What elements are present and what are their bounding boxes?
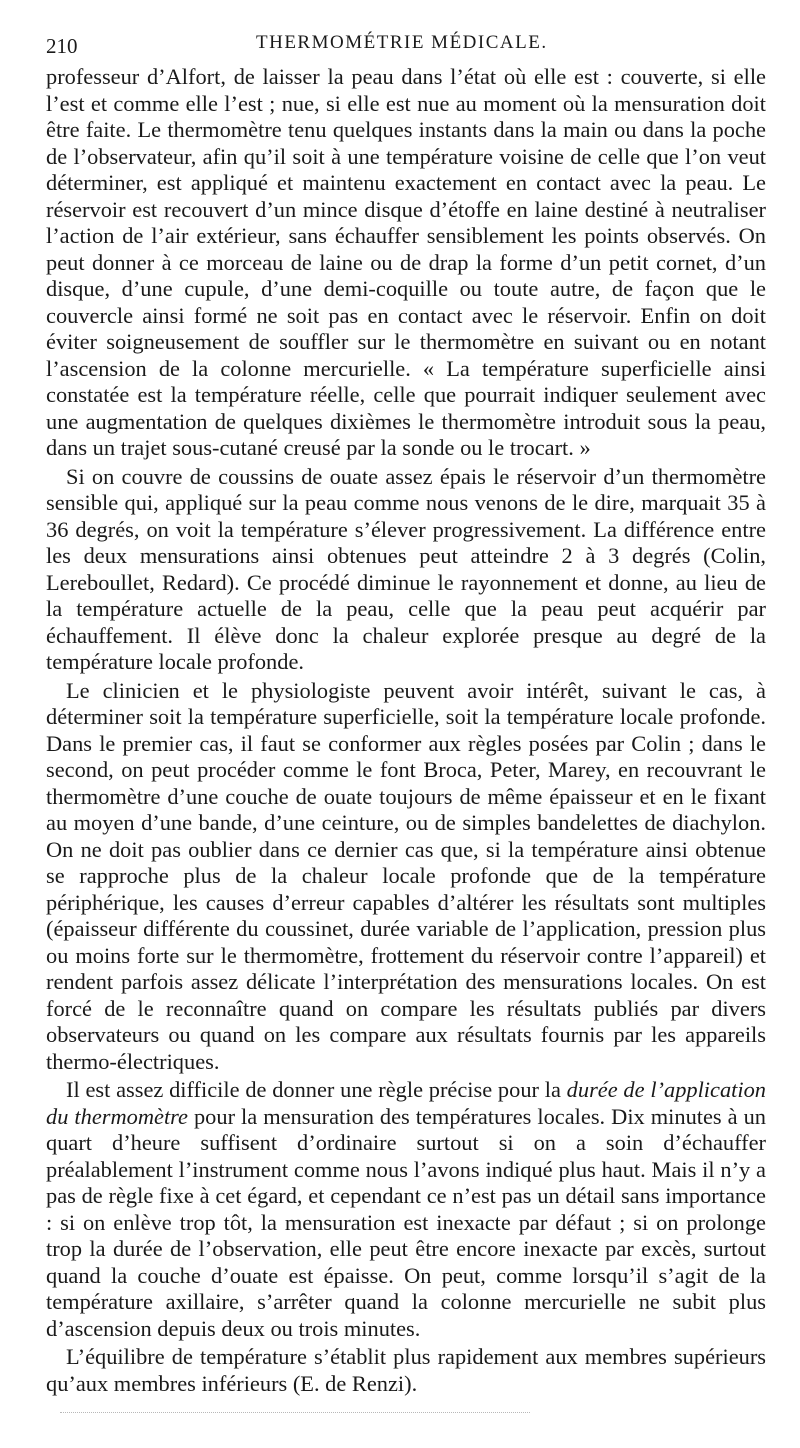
paragraph-equilibre: L’équilibre de température s’établit plus rapidement aux membres supérieurs qu’aux membres inférieurs (E. de Renzi). (46, 1344, 766, 1396)
paragraph-duree-rest: pour la mensuration des températures locales. Dix minutes à un quart d’heure suffisent d’ordinaire surtout si on a soin d’échauffer préalablement l’instrument comme nous l’avons indiqué plus haut. Mais il n’y a pas de règle fixe à cet égard, et cependant ce n’est pas un détail sans importance : si on enlève trop tôt, la mensuration est inexacte par défaut ; si on prolonge trop la durée de l’observation, elle peut être encore inexacte par excès, surtout quand la couche d’ouate est épaisse. On peut, comme lorsqu’il s’agit de la température axillaire, s’arrêter quand la colonne mercurielle ne subit plus d’ascension depuis deux ou trois minutes. (46, 1103, 766, 1341)
footer-rule (60, 1412, 530, 1413)
page-header (46, 30, 766, 60)
paragraph-continuation: professeur d’Alfort, de laisser la peau dans l’état où elle est : couverte, si elle l’est et comme elle l’est ; nue, si elle est nue au moment où la mensuration doit être faite. Le thermomètre tenu quelques instants dans la main ou dans la poche de l’observateur, afin qu’il soit à une température voisine de celle que l’on veut déterminer, est appliqué et maintenu exactement en contact avec la peau. Le réservoir est recouvert d’un mince disque d’étoffe en laine destiné à neutraliser l’action de l’air extérieur, sans échauffer sensiblement les points observés. On peut donner à ce morceau de laine ou de drap la forme d’un petit cornet, d’un disque, d’une cupule, d’une demi-coquille ou toute autre, de façon que le couvercle ainsi formé ne soit pas en contact avec le réservoir. Enfin on doit éviter soigneusement de souffler sur le thermomètre en suivant ou en notant l’ascension de la colonne mercurielle. « La température superficielle ainsi constatée est la température réelle, celle que pourrait indiquer seulement avec une augmentation de quelques dixièmes le thermomètre introduit sous la peau, dans un trajet sous-cutané creusé par la sonde ou le trocart. » (46, 64, 766, 460)
page-number: 210 (46, 34, 78, 58)
paragraph-duree-lead: Il est assez difficile de donner une règle précise pour la (66, 1077, 567, 1102)
paragraph-duree (46, 1077, 766, 1342)
paragraph-ouate: Si on couvre de coussins de ouate assez épais le réservoir d’un thermomètre sensible qui, appliqué sur la peau comme nous venons de le dire, marquait 35 à 36 degrés, on voit la température s’élever progressivement. La différence entre les deux mensurations ainsi obtenues peut atteindre 2 à 3 degrés (Colin, Lereboullet, Redard). Ce procédé diminue le rayonnement et donne, au lieu de la température actuelle de la peau, celle que la peau peut acquérir par échauffement. Il élève donc la chaleur explorée presque au degré de la température locale profonde. (46, 463, 766, 674)
paragraph-clinicien: Le clinicien et le physiologiste peuvent avoir intérêt, suivant le cas, à déterminer soit la température superficielle, soit la température locale profonde. Dans le premier cas, il faut se conformer aux règles posées par Colin ; dans le second, on peut procéder comme le font Broca, Peter, Marey, en recouvrant le thermomètre d’une couche de ouate toujours de même épaisseur et en le fixant au moyen d’une bande, d’une ceinture, ou de simples bandelettes de diachylon. On ne doit pas oublier dans ce dernier cas que, si la température ainsi obtenue se rapproche plus de la chaleur locale profonde que de la température périphérique, les causes d’erreur capables d’altérer les résultats sont multiples (épaisseur différente du coussinet, durée variable de l’application, pression plus ou moins forte sur le thermomètre, frottement du réservoir contre l’appareil) et rendent parfois assez délicate l’interprétation des mensurations locales. On est forcé de le reconnaître quand on compare les résultats publiés par divers observateurs ou quand on les compare aux résultats fournis par les appareils thermo-électriques. (46, 677, 766, 1074)
paragraph-duree-italic: durée de l’application du thermomètre (46, 1077, 766, 1129)
document-page (46, 30, 766, 1397)
body-text (46, 64, 766, 1397)
running-title: THERMOMÉTRIE MÉDICALE. (256, 32, 548, 53)
